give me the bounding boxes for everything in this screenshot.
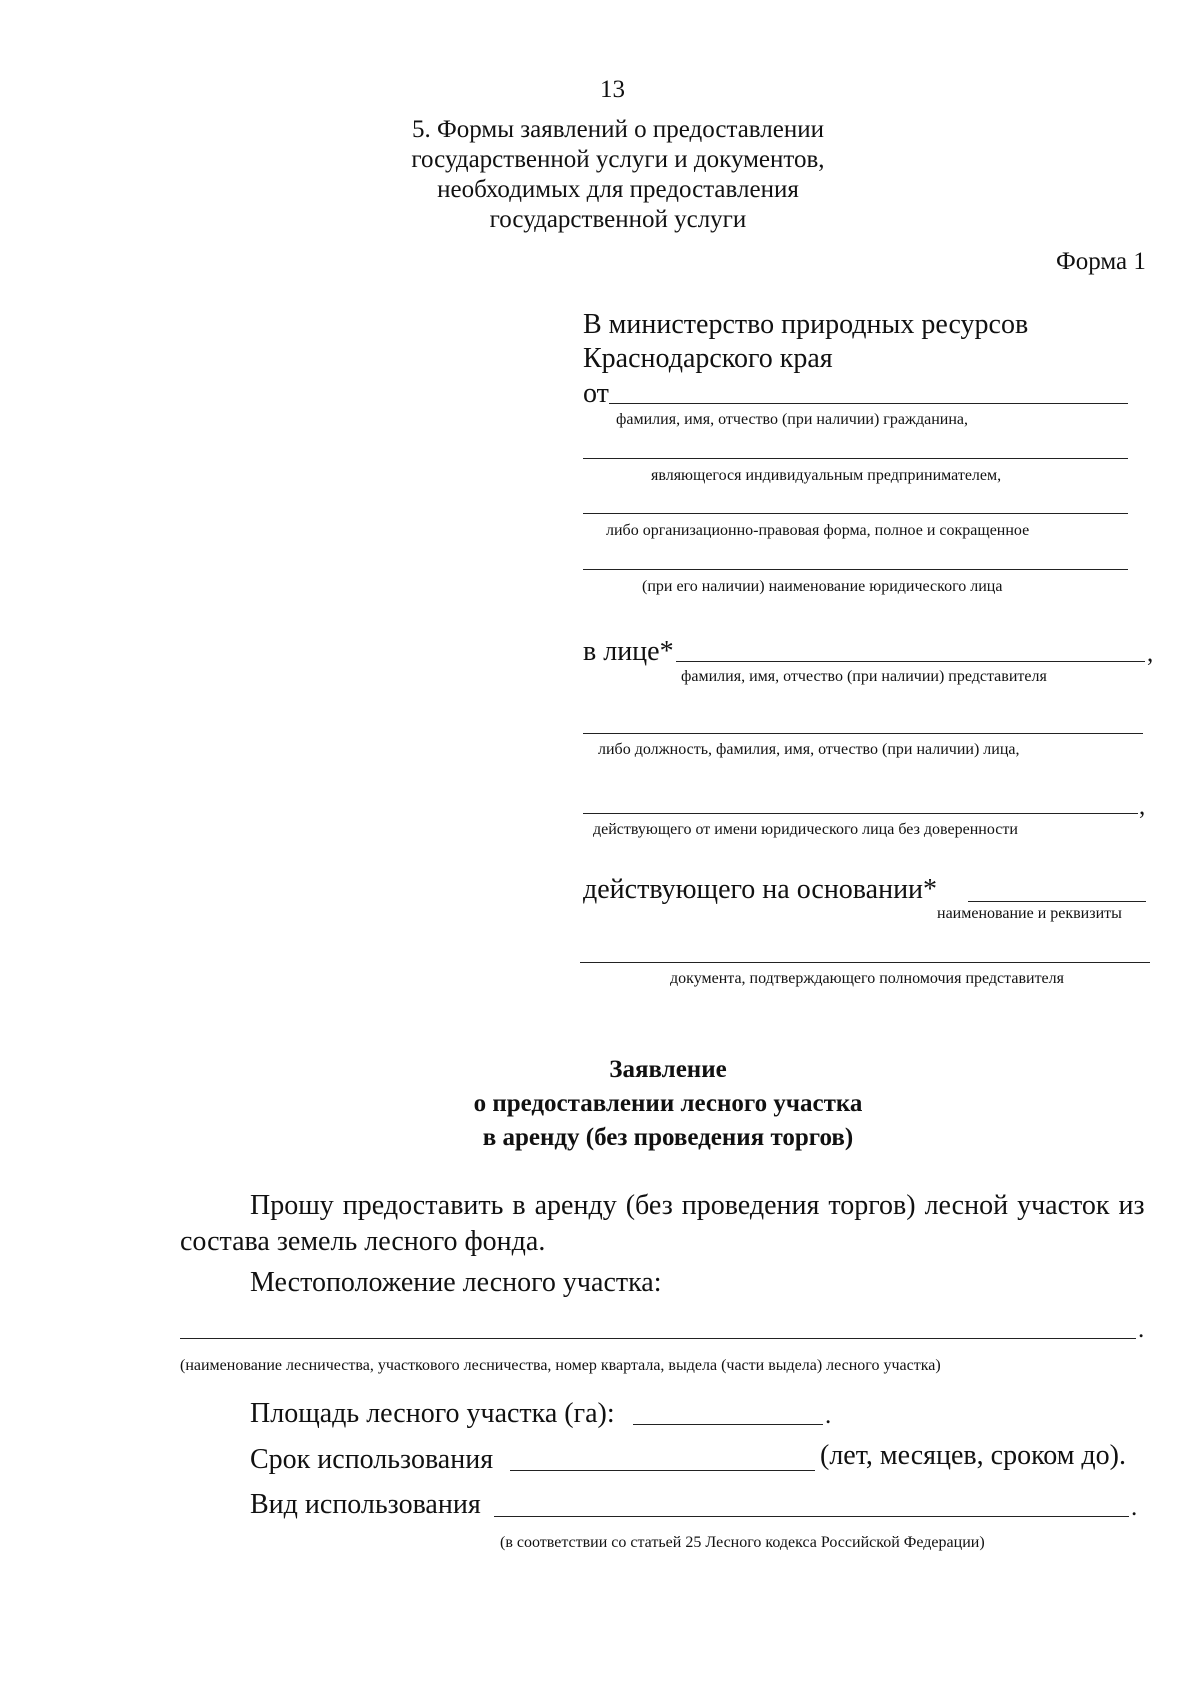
section-title-line: государственной услуги и документов, <box>411 146 825 173</box>
location-label: Местоположение лесного участка: <box>250 1267 662 1298</box>
section-title-line: необходимых для предоставления <box>437 176 799 203</box>
request-text: Прошу предоставить в аренду (без проведения торгов) лесной участок из <box>250 1190 1145 1221</box>
location-hint: (наименование лесничества, участкового лесничества, номер квартала, выдела (части выдела) лесного участка) <box>180 1357 941 1374</box>
in-person-blank-line-2[interactable] <box>583 733 1143 734</box>
from-blank-line[interactable] <box>609 403 1128 404</box>
location-dot: . <box>1138 1316 1145 1343</box>
area-blank-line[interactable] <box>633 1424 823 1425</box>
in-person-hint: действующего от имени юридического лица без доверенности <box>593 821 1018 838</box>
basis-hint: документа, подтверждающего полномочия представителя <box>670 970 1064 987</box>
term-blank-line[interactable] <box>510 1470 815 1471</box>
from-blank-line-2[interactable] <box>583 458 1128 459</box>
in-person-blank-line[interactable] <box>676 661 1145 662</box>
in-person-comma: , <box>1147 640 1154 667</box>
page-number: 13 <box>600 76 625 103</box>
application-title-line: о предоставлении лесного участка <box>473 1090 863 1117</box>
area-dot: . <box>825 1402 832 1429</box>
second-comma: , <box>1139 793 1146 820</box>
basis-blank-line[interactable] <box>968 901 1146 902</box>
type-label: Вид использования <box>250 1489 481 1520</box>
term-suffix: (лет, месяцев, сроком до). <box>820 1440 1127 1471</box>
addressee-line: Краснодарского края <box>583 343 833 374</box>
in-person-hint: фамилия, имя, отчество (при наличии) представителя <box>681 668 1047 685</box>
request-text: состава земель лесного фонда. <box>180 1226 546 1257</box>
basis-hint: наименование и реквизиты <box>937 905 1122 922</box>
type-blank-line[interactable] <box>494 1516 1129 1517</box>
area-label: Площадь лесного участка (га): <box>250 1398 615 1429</box>
from-blank-line-3[interactable] <box>583 513 1128 514</box>
type-dot: . <box>1131 1494 1138 1521</box>
basis-blank-line-2[interactable] <box>580 962 1150 963</box>
in-person-hint: либо должность, фамилия, имя, отчество (при наличии) лица, <box>598 741 1020 758</box>
basis-label: действующего на основании* <box>583 874 938 905</box>
term-label: Срок использования <box>250 1444 494 1475</box>
addressee-line: В министерство природных ресурсов <box>583 309 1029 340</box>
from-hint: либо организационно-правовая форма, полное и сокращенное <box>606 522 1030 539</box>
application-title-line: в аренду (без проведения торгов) <box>482 1124 854 1151</box>
section-title-line: государственной услуги <box>489 206 747 233</box>
form-label: Форма 1 <box>1056 248 1146 275</box>
from-hint: (при его наличии) наименование юридического лица <box>642 578 1003 595</box>
from-label: от <box>583 378 609 409</box>
from-blank-line-4[interactable] <box>583 569 1128 570</box>
in-person-label: в лице* <box>583 636 674 667</box>
from-hint: являющегося индивидуальным предпринимателем, <box>651 467 1002 484</box>
location-blank-line[interactable] <box>180 1338 1136 1339</box>
section-title-line: 5. Формы заявлений о предоставлении <box>412 116 824 143</box>
application-title-line: Заявление <box>609 1056 727 1083</box>
from-hint: фамилия, имя, отчество (при наличии) гражданина, <box>616 411 969 428</box>
in-person-blank-line-3[interactable] <box>583 813 1138 814</box>
type-hint: (в соответствии со статьей 25 Лесного кодекса Российской Федерации) <box>500 1534 985 1551</box>
